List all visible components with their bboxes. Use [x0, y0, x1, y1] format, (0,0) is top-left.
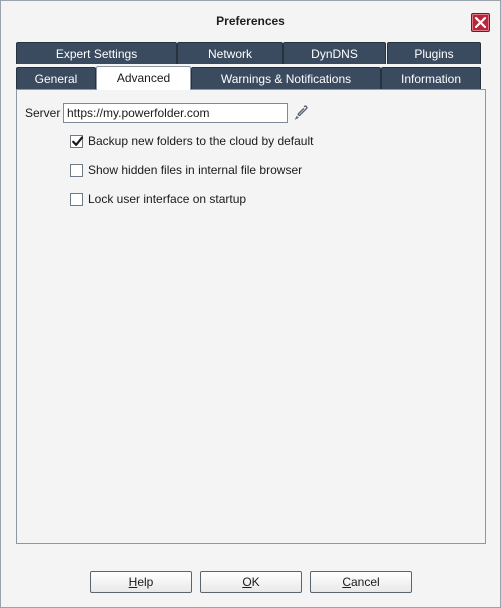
tab-expert-settings[interactable]: Expert Settings [16, 42, 177, 64]
advanced-settings-panel [16, 89, 486, 544]
lock-ui-checkbox[interactable] [70, 193, 83, 206]
help-label-rest: elp [137, 575, 154, 589]
server-input[interactable] [63, 103, 288, 123]
tab-dyndns[interactable]: DynDNS [283, 42, 386, 64]
ok-button[interactable] [200, 571, 302, 593]
cancel-label-rest: ancel [350, 575, 380, 589]
close-icon [474, 16, 487, 29]
help-button[interactable] [90, 571, 192, 593]
help-mnemonic: H [128, 575, 138, 589]
backup-to-cloud-checkbox[interactable] [70, 135, 83, 148]
title-bar [1, 1, 500, 39]
tab-network[interactable]: Network [177, 42, 283, 64]
server-label: Server [25, 106, 61, 120]
window-title: Preferences [216, 14, 285, 28]
checkmark-icon [71, 135, 84, 148]
close-button[interactable] [471, 13, 490, 32]
tab-warnings-notifications[interactable]: Warnings & Notifications [191, 67, 381, 89]
tab-information[interactable]: Information [381, 67, 481, 89]
tab-advanced[interactable]: Advanced [96, 66, 191, 90]
show-hidden-files-checkbox[interactable] [70, 164, 83, 177]
ok-label-rest: K [251, 575, 260, 589]
tab-plugins[interactable]: Plugins [387, 42, 481, 64]
ok-mnemonic: O [242, 575, 252, 589]
tab-general[interactable]: General [16, 67, 96, 89]
cancel-mnemonic: C [342, 575, 351, 589]
cancel-button[interactable] [310, 571, 412, 593]
backup-to-cloud-label: Backup new folders to the cloud by default [88, 134, 314, 148]
paperclip-edit-icon[interactable] [293, 104, 309, 120]
lock-ui-label: Lock user interface on startup [88, 192, 247, 206]
show-hidden-files-label: Show hidden files in internal file browser [88, 163, 303, 177]
